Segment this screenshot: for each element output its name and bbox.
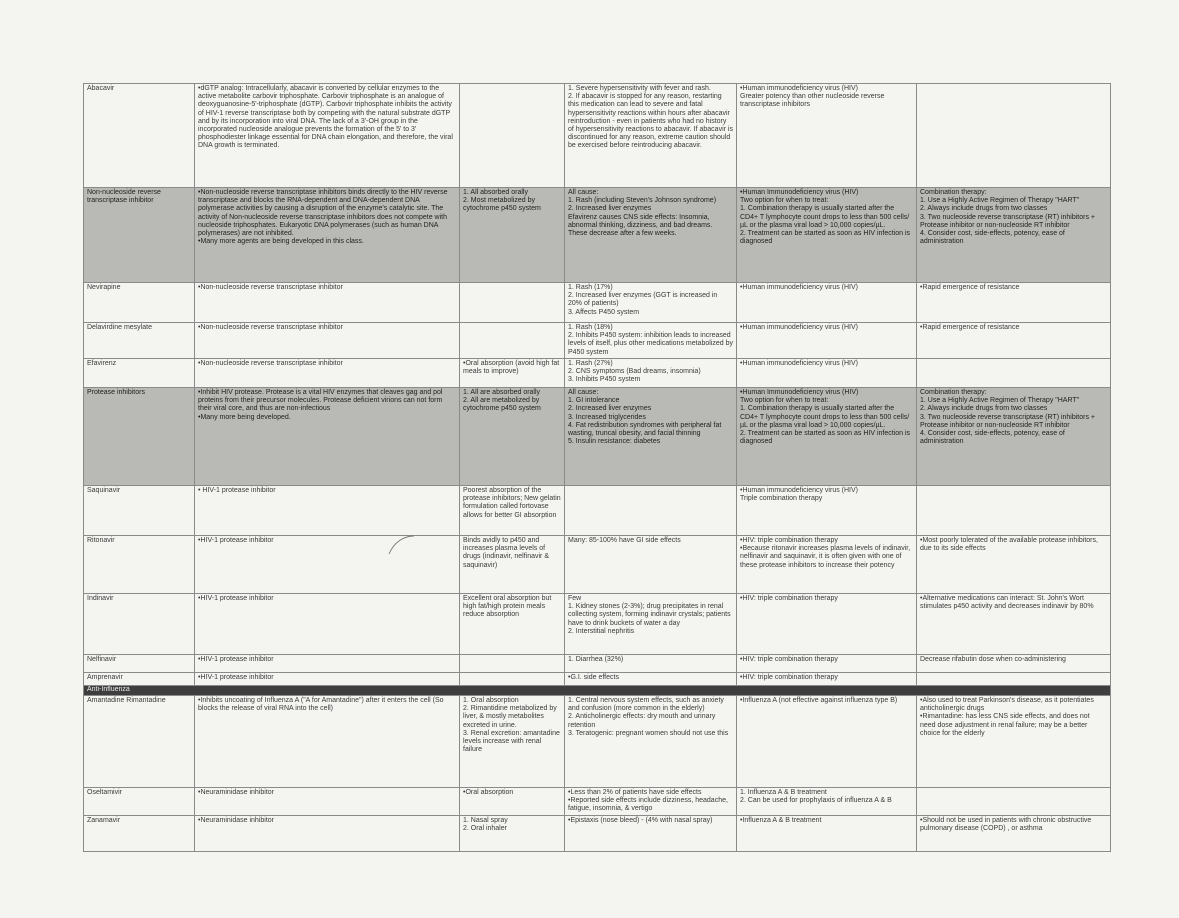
cell-line: •Alternative medications can interact: St. John's Wort stimulates p450 activity and decreases indinavir by 80% (920, 595, 1094, 611)
cell-side-effects (565, 388, 737, 486)
cell-line: 1. GI intolerance (568, 397, 620, 405)
cell-line: •Because ritonavir increases plasma levels of indinavir, nelfinavir and saquinavir, it is often given with one of these protease inhibitors to increase their potency (740, 545, 911, 569)
cell-line: •HIV-1 protease inhibitor (198, 537, 274, 544)
cell-line: 2. If abacavir is stopped for any reason, restarting this medication can lead to severe and fatal hypersensitivity reactions within hours after abacavir reintroduction - even in patients who had no history of hypersensitivity reactions to abacavir. If abacavir is discontinued for any reason, extreme caution should be exercised before reintroducing abacavir. (568, 93, 733, 150)
cell-name: Nelfinavir (84, 655, 195, 673)
cell-mechanism (195, 283, 460, 323)
cell-side-effects (565, 673, 737, 686)
cell-line: 1. Nasal spray (463, 817, 508, 824)
cell-line: •Inhibit HIV protease. Protease is a vital HIV enzymes that cleaves gag and pol proteins from their precursor molecules. Protease deficient virions can not form their viral core, and thus are non-infectious (198, 389, 443, 413)
cell-line: All cause: (568, 389, 599, 396)
cell-notes (917, 655, 1111, 673)
cell-side-effects (565, 536, 737, 594)
cell-indications (737, 536, 917, 594)
table-body (84, 84, 1111, 852)
table-row (84, 536, 1111, 594)
cell-mechanism (195, 486, 460, 536)
cell-line: Two option for when to treat: (740, 197, 829, 205)
cell-line: •HIV: triple combination therapy (740, 674, 838, 681)
cell-name: Oseltamivir (84, 788, 195, 816)
cell-side-effects (565, 359, 737, 388)
cell-side-effects (565, 486, 737, 536)
cell-line: •Non-nucleoside reverse transcriptase inhibitors binds directly to the HIV reverse transcriptase and blocks the RNA-dependent and DNA-dependent DNA polymerase activities by causing a disruption of the enzyme's catalytic site. The activity of Non-nucleoside reverse transcriptase inhibitors does not compete with nucleoside triphosphates. Eukaryotic DNA polymerases (such as human DNA polymerases) are not inhibited. (198, 189, 448, 238)
cell-mechanism (195, 655, 460, 673)
cell-mechanism (195, 594, 460, 655)
cell-line: Many: 85-100% have GI side effects (568, 537, 681, 544)
cell-line: 3. Inhibits P450 system (568, 376, 641, 384)
cell-line: •Many more agents are being developed in this class. (198, 238, 364, 246)
cell-line: 1. Oral absorption (463, 697, 519, 704)
cell-indications (737, 188, 917, 283)
cell-line: All cause: (568, 189, 599, 196)
cell-pharmacokinetics (460, 788, 565, 816)
cell-side-effects (565, 696, 737, 788)
cell-line: 2. Rimantidine metabolized by liver, & mostly metabolites excreted in urine. (463, 705, 557, 729)
cell-line: 2. Inhibits P450 system: inhibition leads to increased levels of itself, plus other medications metabolized by P450 system (568, 332, 733, 356)
cell-line: Decrease rifabutin dose when co-administering (920, 656, 1066, 663)
table-row (84, 788, 1111, 816)
cell-side-effects (565, 594, 737, 655)
cell-mechanism (195, 323, 460, 359)
cell-name: Ritonavir (84, 536, 195, 594)
cell-mechanism (195, 359, 460, 388)
cell-line: Greater potency than other nucleoside reverse transcriptase inhibitors (740, 93, 885, 109)
cell-line: 1. Combination therapy is usually started after the CD4+ T lymphocyte count drops to less than 500 cells/µL or the plasma viral load > 10,000 copies/µL. (740, 405, 910, 429)
cell-pharmacokinetics (460, 84, 565, 188)
cell-notes (917, 359, 1111, 388)
cell-line: 1. Combination therapy is usually started after the CD4+ T lymphocyte count drops to less than 500 cells/µL or the plasma viral load > 10,000 copies/µL. (740, 205, 910, 229)
cell-line: •Inhibits uncoating of Influenza A ("A for Amantadine") after it enters the cell (So blocks the release of viral RNA into the cell) (198, 697, 444, 713)
cell-line: •Oral absorption (463, 789, 514, 796)
cell-line: •Rapid emergence of resistance (920, 324, 1020, 331)
table-row (84, 594, 1111, 655)
cell-indications (737, 486, 917, 536)
cell-name: Saquinavir (84, 486, 195, 536)
cell-line: •Human immunodeficiency virus (HIV) (740, 284, 858, 291)
cell-mechanism (195, 673, 460, 686)
cell-line: •Human immunodeficiency virus (HIV) (740, 85, 858, 92)
cell-line: •HIV: triple combination therapy (740, 656, 838, 663)
cell-name: Zanamavir (84, 816, 195, 852)
cell-line: 2. Interstitial nephritis (568, 627, 635, 635)
cell-line: •Neuraminidase inhibitor (198, 817, 274, 824)
section-header-row (84, 686, 1111, 696)
cell-line: •Reported side effects include dizziness, headache, fatigue, insomnia, & vertigo (568, 797, 728, 813)
cell-line: Combination therapy: (920, 389, 987, 396)
cell-line: 3. Two nucleoside reverse transcriptase (RT) inhibitors + Protease inhibitor or non-nucleoside RT inhibitor (920, 413, 1096, 429)
cell-line: 2. Increased liver enzymes (568, 405, 652, 413)
cell-line: •Neuraminidase inhibitor (198, 789, 274, 796)
cell-pharmacokinetics (460, 283, 565, 323)
cell-notes (917, 673, 1111, 686)
cell-line: •Non-nucleoside reverse transcriptase inhibitor (198, 324, 343, 331)
cell-mechanism (195, 536, 460, 594)
cell-line: 1. Kidney stones (2-3%); drug precipitates in renal collecting system, forming indinavir crystals; patients have to drink buckets of water a day (568, 603, 731, 627)
cell-line: Few (568, 595, 582, 602)
cell-name: Nevirapine (84, 283, 195, 323)
cell-line: 2. Always include drugs from two classes (920, 205, 1048, 213)
cell-indications (737, 655, 917, 673)
cell-line: •Rapid emergence of resistance (920, 284, 1020, 291)
cell-indications (737, 594, 917, 655)
cell-line: •Rimantadine: has less CNS side effects, and does not need dose adjustment in renal failure; may be a better choice for the elderly (920, 713, 1090, 737)
table-row (84, 673, 1111, 686)
cell-line: 1. Use a Highly Active Regimen of Therapy "HART" (920, 397, 1080, 405)
table-row (84, 388, 1111, 486)
cell-line: •dGTP analog: Intracellularly, abacavir is converted by cellular enzymes to the active metabolite carbovir triphosphate. Carbovir triphosphate is an analogue of deoxyguanosine-5'-triphosphate (dGTP). Carbovir triphosphate inhibits the activity of HIV-1 reverse transcriptase both by competing with the natural substrate dGTP and by its incorporation into viral DNA. The lack of a 3'-OH group in the incorporated nucleoside analogue prevents the formation of the 5' to 3' phosphodiester linkage essential for DNA chain elongation, and therefore, the viral DNA growth is terminated. (198, 85, 453, 150)
cell-line: 3. Teratogenic: pregnant women should not use this (568, 729, 729, 737)
table-row (84, 188, 1111, 283)
cell-line: Combination therapy: (920, 189, 987, 196)
cell-line: 1. Diarrhea (32%) (568, 656, 624, 663)
cell-line: •HIV-1 protease inhibitor (198, 674, 274, 681)
cell-line: •Should not be used in patients with chronic obstructive pulmonary disease (COPD) , or asthma (920, 817, 1092, 833)
table-row (84, 283, 1111, 323)
cell-line: 5. Insulin resistance: diabetes (568, 438, 661, 446)
cell-notes (917, 486, 1111, 536)
cell-line: 3. Affects P450 system (568, 308, 640, 316)
cell-line: •Also used to treat Parkinson's disease, as it potentiates anticholinergic drugs (920, 697, 1094, 713)
cell-side-effects (565, 788, 737, 816)
cell-side-effects (565, 283, 737, 323)
cell-name: Amprenavir (84, 673, 195, 686)
cell-line: 1. Central nervous system effects, such as anxiety and confusion (more common in the elderly) (568, 697, 724, 713)
cell-line: •Human immunodeficiency virus (HIV) (740, 324, 858, 331)
cell-line: •Non-nucleoside reverse transcriptase inhibitor (198, 360, 343, 367)
cell-line: 1. Influenza A & B treatment (740, 789, 827, 796)
cell-notes (917, 283, 1111, 323)
cell-indications (737, 696, 917, 788)
cell-line: Triple combination therapy (740, 495, 823, 503)
cell-notes (917, 84, 1111, 188)
cell-line: •Less than 2% of patients have side effects (568, 789, 702, 796)
cell-side-effects (565, 816, 737, 852)
cell-line: 1. Severe hypersensitivity with fever and rash. (568, 85, 711, 92)
cell-pharmacokinetics (460, 323, 565, 359)
cell-line: •Influenza A (not effective against influenza type B) (740, 697, 898, 704)
cell-side-effects (565, 323, 737, 359)
cell-pharmacokinetics (460, 673, 565, 686)
cell-line: 4. Consider cost, side-effects, potency, ease of administration (920, 430, 1065, 446)
cell-name: Abacavir (84, 84, 195, 188)
cell-line: 2. Oral inhaler (463, 825, 507, 833)
cell-line: •Epistaxis (nose bleed) - (4% with nasal spray) (568, 817, 713, 824)
antiviral-drug-table (83, 83, 1111, 852)
cell-notes (917, 188, 1111, 283)
cell-mechanism (195, 696, 460, 788)
cell-indications (737, 359, 917, 388)
cell-line: 2. Most metabolized by cytochrome p450 system (463, 197, 541, 213)
cell-line: 1. Rash (17%) (568, 284, 613, 291)
cell-pharmacokinetics (460, 655, 565, 673)
cell-notes (917, 788, 1111, 816)
cell-notes (917, 388, 1111, 486)
cell-line: •Human Immunodeficiency virus (HIV) (740, 189, 859, 196)
cell-line: 1. All absorbed orally (463, 189, 528, 196)
cell-pharmacokinetics (460, 486, 565, 536)
cell-indications (737, 816, 917, 852)
cell-pharmacokinetics (460, 816, 565, 852)
cell-line: 2. All are metabolized by cytochrome p450 system (463, 397, 541, 413)
cell-mechanism (195, 388, 460, 486)
cell-pharmacokinetics (460, 696, 565, 788)
cell-line: 2. Increased liver enzymes (568, 205, 652, 213)
cell-line: 1. Rash (27%) (568, 360, 613, 367)
cell-side-effects (565, 84, 737, 188)
cell-line: •HIV: triple combination therapy (740, 595, 838, 602)
cell-line: 2. Always include drugs from two classes (920, 405, 1048, 413)
table-row (84, 323, 1111, 359)
cell-line: •Non-nucleoside reverse transcriptase inhibitor (198, 284, 343, 291)
table-row (84, 696, 1111, 788)
cell-indications (737, 323, 917, 359)
cell-line: •HIV-1 protease inhibitor (198, 656, 274, 663)
cell-line: Binds avidly to p450 and increases plasma levels of drugs (indinavir, nelfinavir & saquinavir) (463, 537, 549, 569)
cell-line: •Most poorly tolerated of the available protease inhibitors, due to its side effects (920, 537, 1098, 553)
cell-line: 1. Rash (18%) (568, 324, 613, 331)
cell-line: 2. Treatment can be started as soon as HIV infection is diagnosed (740, 230, 911, 246)
cell-notes (917, 323, 1111, 359)
cell-line: •Influenza A & B treatment (740, 817, 822, 824)
cell-mechanism (195, 188, 460, 283)
table-row (84, 84, 1111, 188)
cell-line: 3. Two nucleoside reverse transcriptase (RT) inhibitors + Protease inhibitor or non-nucleoside RT inhibitor (920, 213, 1096, 229)
cell-mechanism (195, 788, 460, 816)
cell-line: 2. Anticholinergic effects: dry mouth and urinary retention (568, 713, 716, 729)
cell-line: 2. Treatment can be started as soon as HIV infection is diagnosed (740, 430, 911, 446)
pen-mark (386, 534, 416, 556)
cell-line: •Human Immunodeficiency virus (HIV) (740, 389, 859, 396)
cell-pharmacokinetics (460, 359, 565, 388)
cell-line: •Human immunodeficiency virus (HIV) (740, 360, 858, 367)
cell-line: 2. CNS symptoms (Bad dreams, insomnia) (568, 368, 701, 376)
cell-mechanism (195, 84, 460, 188)
cell-line: •HIV: triple combination therapy (740, 537, 838, 544)
cell-line: Efavirenz causes CNS side effects: Insomnia, abnormal thinking, dizziness, and bad dreams. These decrease after a few weeks. (568, 213, 713, 238)
cell-line: •Human immunodeficiency virus (HIV) (740, 487, 858, 494)
cell-line: •HIV-1 protease inhibitor (198, 595, 274, 602)
cell-pharmacokinetics (460, 536, 565, 594)
cell-line: 2. Increased liver enzymes (GGT is increased in 20% of patients) (568, 292, 718, 308)
cell-line: • HIV-1 protease inhibitor (198, 487, 276, 494)
cell-name: Delavirdine mesylate (84, 323, 195, 359)
table-row (84, 359, 1111, 388)
cell-name: Protease inhibitors (84, 388, 195, 486)
cell-name: Efavirenz (84, 359, 195, 388)
cell-line: •Many more being developed. (198, 413, 291, 421)
table-row (84, 816, 1111, 852)
cell-name: Amantadine Rimantadine (84, 696, 195, 788)
cell-name: Non-nucleoside reverse transcriptase inhibitor (84, 188, 195, 283)
table-row (84, 655, 1111, 673)
cell-side-effects (565, 655, 737, 673)
cell-indications (737, 84, 917, 188)
cell-mechanism (195, 816, 460, 852)
cell-line: 4. Fat redistribution syndromes with peripheral fat wasting, truncal obesity, and facial thinning (568, 421, 722, 438)
cell-line: 3. Increased triglycerides (568, 413, 646, 421)
cell-line: 4. Consider cost, side-effects, potency, ease of administration (920, 230, 1065, 246)
cell-pharmacokinetics (460, 188, 565, 283)
cell-line: 2. Can be used for prophylaxis of influenza A & B (740, 797, 892, 805)
cell-pharmacokinetics (460, 594, 565, 655)
cell-line: 1. Use a Highly Active Regimen of Therapy "HART" (920, 197, 1080, 205)
section-title: Anti-Influenza (84, 686, 1111, 696)
cell-indications (737, 388, 917, 486)
cell-notes (917, 536, 1111, 594)
cell-indications (737, 673, 917, 686)
cell-pharmacokinetics (460, 388, 565, 486)
cell-indications (737, 788, 917, 816)
cell-line: Excellent oral absorption but high fat/high protein meals reduce absorption (463, 595, 552, 619)
cell-line: Poorest absorption of the protease inhibitors; New gelatin formulation called fortovase allows for better GI absorption (463, 487, 561, 519)
cell-line: 1. Rash (including Steven's Johnson syndrome) (568, 197, 717, 205)
cell-notes (917, 696, 1111, 788)
cell-name: Indinavir (84, 594, 195, 655)
cell-notes (917, 594, 1111, 655)
cell-line: 1. All are absorbed orally (463, 389, 541, 396)
cell-line: •Oral absorption (avoid high fat meals to improve) (463, 360, 560, 376)
cell-line: Two option for when to treat: (740, 397, 829, 405)
cell-line: 3. Renal excretion: amantadine levels increase with renal failure (463, 729, 560, 754)
cell-side-effects (565, 188, 737, 283)
cell-notes (917, 816, 1111, 852)
table-row (84, 486, 1111, 536)
cell-indications (737, 283, 917, 323)
cell-line: •G.I. side effects (568, 674, 619, 681)
